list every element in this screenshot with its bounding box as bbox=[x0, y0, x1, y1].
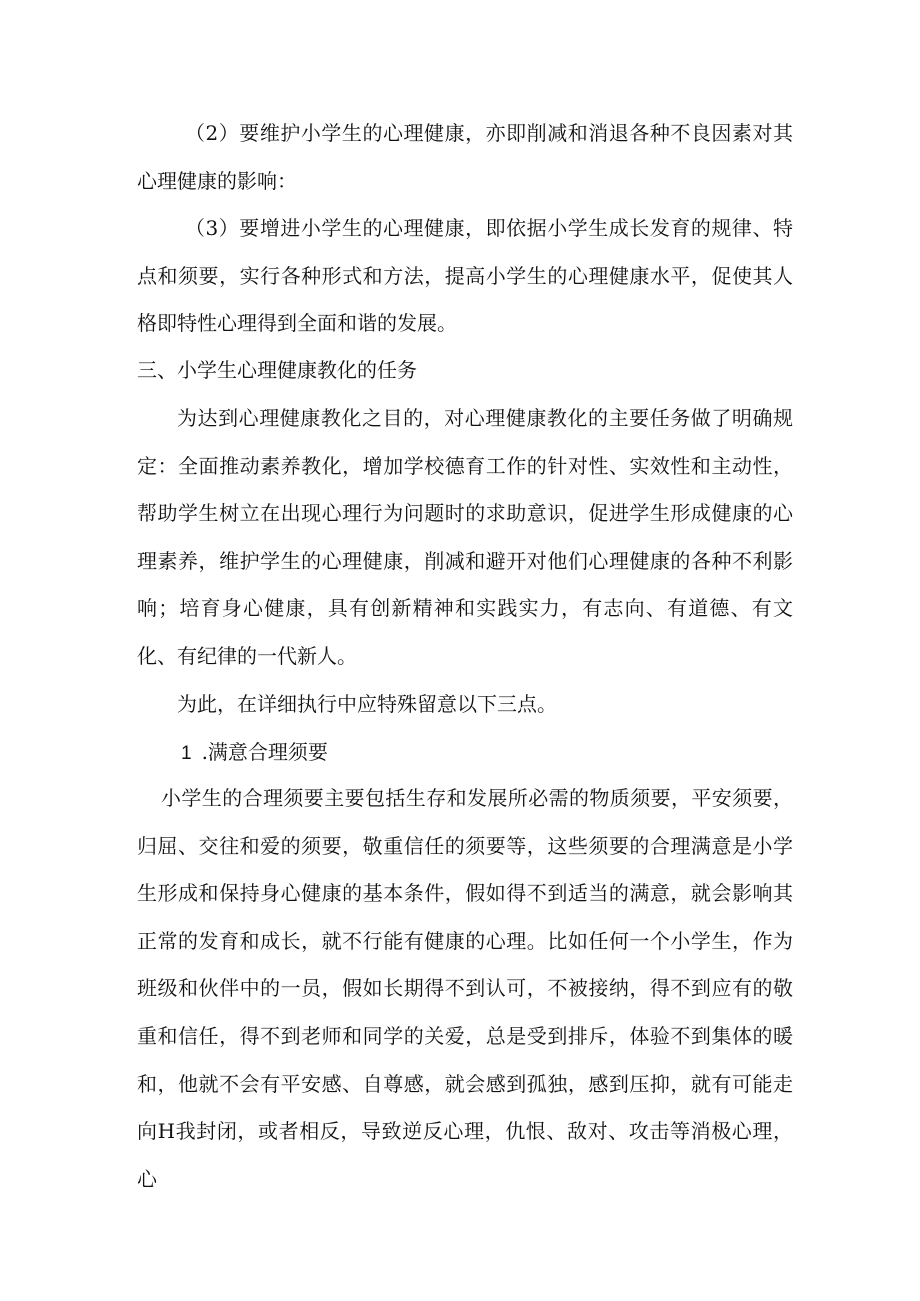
section-heading: 三、小学生心理健康教化的任务 bbox=[137, 358, 417, 382]
paragraph-item-3: （3）要增进小学生的心理健康，即依据小学生成长发育的规律、特点和须要，实行各种形式和方法，提高小学生的心理健康水平，促使其人格即特性心理得到全面和谐的发展。 bbox=[137, 216, 793, 336]
paragraph-needs: 小学生的合理须要主要包括生存和发展所必需的物质须要，平安须要，归屈、交往和爱的须要，敬重信任的须要等，这些须要的合理满意是小学生形成和保持身心健康的基本条件，假如得不到适当的满意，就会影响其正常的发育和成长，就不行能有健康的心理。比如任何一个小学生，作为班级和伙伴中的一员，假如长期得不到认可，不被接纳，得不到应有的敬重和信任，得不到老师和同学的关爱，总是受到排斥，体验不到集体的暖和，他就不会有平安感、自尊感，就会感到孤独，感到压抑，就有可能走向H我封闭，或者相反，导致逆反心理，仇恨、敌对、攻击等消极心理，心 bbox=[137, 786, 793, 1191]
list-number: 1 bbox=[181, 743, 192, 764]
subheading-text: .满意合理须要 bbox=[201, 740, 328, 764]
subheading-point-1 bbox=[137, 729, 793, 778]
paragraph-tasks: 为达到心理健康教化之目的，对心理健康教化的主要任务做了明确规定：全面推动素养教化，增加学校德育工作的针对性、实效性和主动性，帮助学生树立在出现心理行为问题时的求助意识，促进学生形成健康的心理素养，维护学生的心理健康，削减和避开对他们心理健康的各种不利影响；培育身心健康，具有创新精神和实践实力，有志向、有道德、有文化、有纪律的一代新人。 bbox=[137, 406, 793, 668]
paragraph-item-2: （2）要维护小学生的心理健康，亦即削减和消退各种不良因素对其心理健康的影响： bbox=[137, 121, 793, 193]
paragraph-three-points: 为此，在详细执行中应特殊留意以下三点。 bbox=[177, 692, 557, 716]
